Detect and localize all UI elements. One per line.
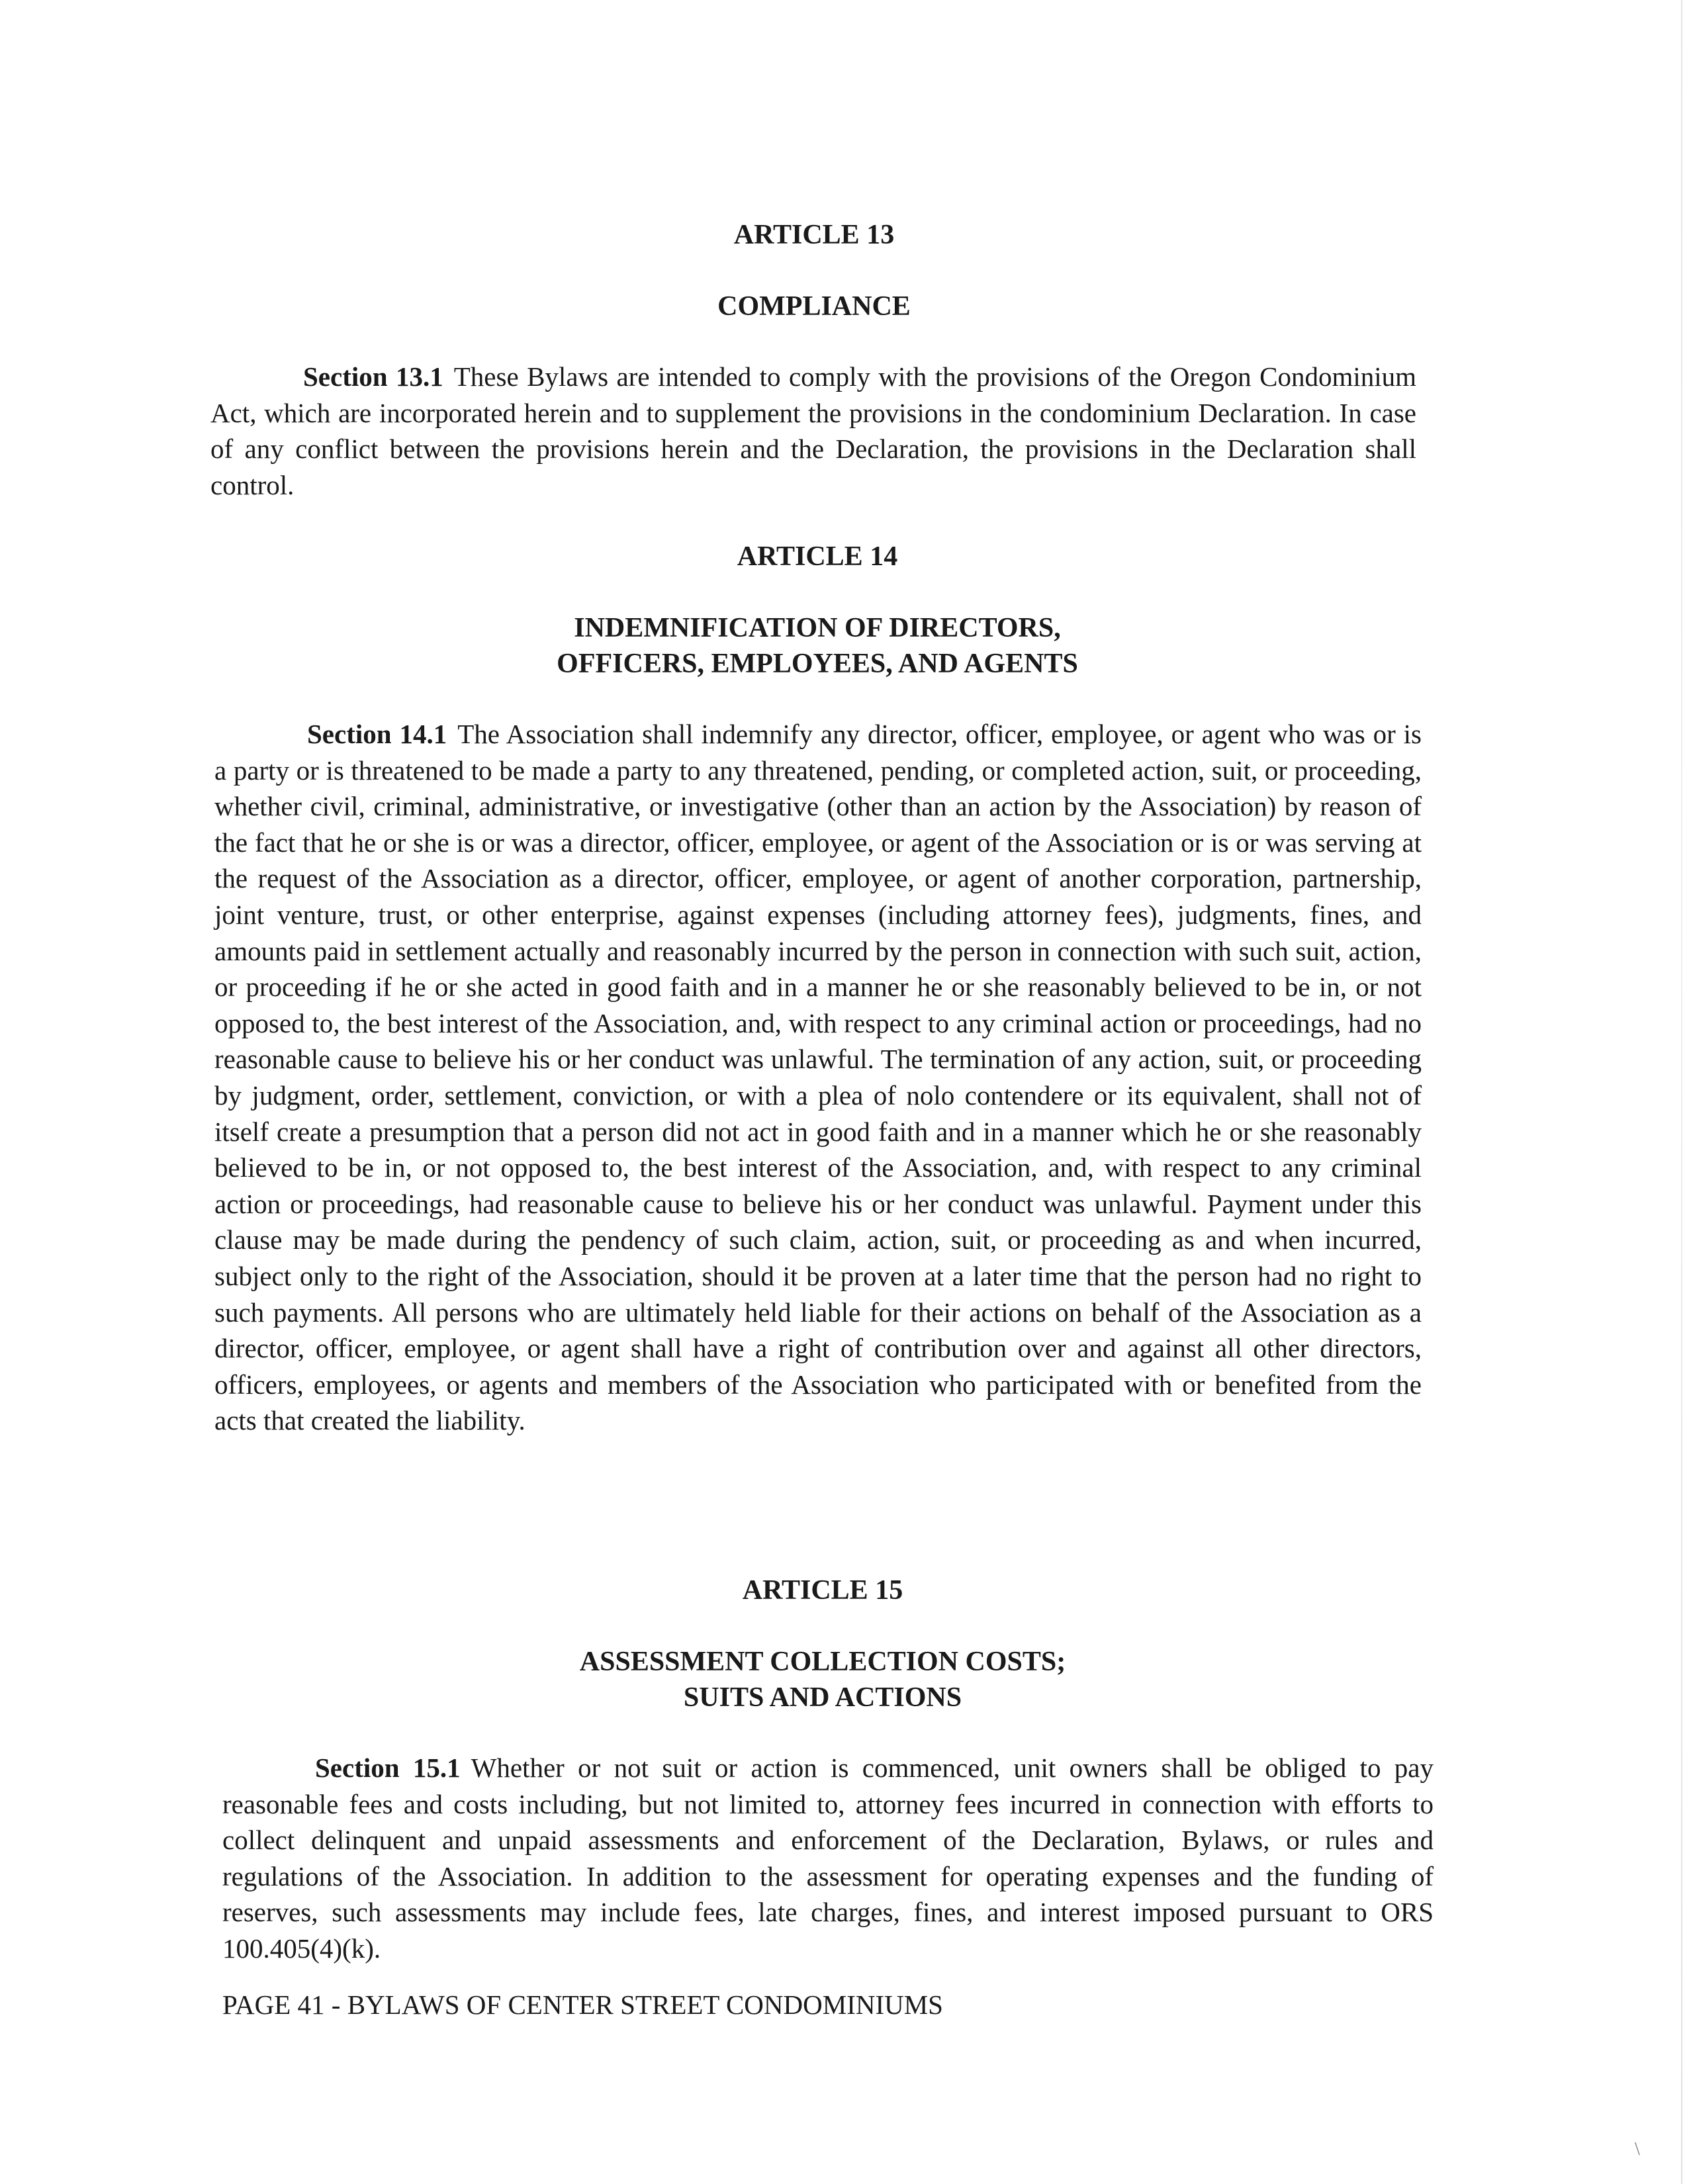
section-15-1-text: Whether or not suit or action is commenced, unit owners shall be obliged to pay reasonable fees and costs including, but not limited to, attorney fees incurred in connection with efforts to collect delinquent and unpaid assessments and enforcement of the Declaration, Bylaws, or rules and regulations of the Association. In addition to the assessment for operating expenses and the funding of reserves, such assessments may include fees, late charges, fines, and interest imposed pursuant to ORS 100.405(4)(k). bbox=[222, 1752, 1434, 1964]
article-14-title-line2: OFFICERS, EMPLOYEES, AND AGENTS bbox=[557, 649, 1078, 679]
section-14-1-label: Section 14.1 bbox=[307, 719, 447, 749]
scan-mark: \ bbox=[1635, 2139, 1640, 2160]
section-15-1-paragraph bbox=[222, 1750, 1434, 1967]
article-13-title: COMPLIANCE bbox=[717, 291, 911, 322]
article-15-title-line2: SUITS AND ACTIONS bbox=[683, 1682, 962, 1713]
section-14-1-paragraph bbox=[214, 716, 1422, 1439]
article-15-title-line1: ASSESSMENT COLLECTION COSTS; bbox=[579, 1647, 1066, 1677]
article-15-number: ARTICLE 15 bbox=[742, 1575, 903, 1606]
article-13-number: ARTICLE 13 bbox=[733, 220, 895, 250]
section-14-1-text: The Association shall indemnify any director, officer, employee, or agent who was or is a party or is threatened to be made a party to any threatened, pending, or completed action, suit, or proceeding, whether civil, criminal, administrative, or investigative (other than an action by the Association) by reason of the fact that he or she is or was a director, officer, employee, or agent of the Association or is or was serving at the request of the Association as a director, officer, employee, or agent of another corporation, partnership, joint venture, trust, or other enterprise, against expenses (including attorney fees), judgments, fines, and amounts paid in settlement actually and reasonably incurred by the person in connection with such suit, action, or proceeding if he or she acted in good faith and in a manner he or she reasonably believed to be in, or not opposed to, the best interest of the Association, and, with respect to any criminal action or proceedings, had no reasonable cause to believe his or her conduct was unlawful. The termination of any action, suit, or proceeding by judgment, order, settlement, conviction, or with a plea of nolo contendere or its equivalent, shall not of itself create a presumption that a person did not act in good faith and in a manner which he or she reasonably believed to be in, or not opposed to, the best interest of the Association, and, with respect to any criminal action or proceedings, had reasonable cause to believe his or her conduct was unlawful. Payment under this clause may be made during the pendency of such claim, action, suit, or proceeding as and when incurred, subject only to the right of the Association, should it be proven at a later time that the person had no right to such payments. All persons who are ultimately held liable for their actions on behalf of the Association as a director, officer, employee, or agent shall have a right of contribution over and against all other directors, officers, employees, or agents and members of the Association who participated with or benefited from the acts that created the liability. bbox=[214, 719, 1422, 1436]
scan-edge-line bbox=[1681, 0, 1682, 2184]
article-14-number: ARTICLE 14 bbox=[737, 541, 898, 572]
section-13-1-text: These Bylaws are intended to comply with the provisions of the Oregon Condominium Act, which are incorporated herein and to supplement the provisions in the condominium Declaration. In case of any conflict between the provisions herein and the Declaration, the provisions in the Declaration shall control. bbox=[210, 361, 1417, 500]
page-footer: PAGE 41 - BYLAWS OF CENTER STREET CONDOMINIUMS bbox=[222, 1989, 943, 2020]
section-13-1-paragraph bbox=[210, 359, 1416, 503]
section-13-1-label: Section 13.1 bbox=[303, 361, 443, 392]
article-14-title-line1: INDEMNIFICATION OF DIRECTORS, bbox=[574, 613, 1061, 643]
section-15-1-label: Section 15.1 bbox=[315, 1752, 461, 1783]
